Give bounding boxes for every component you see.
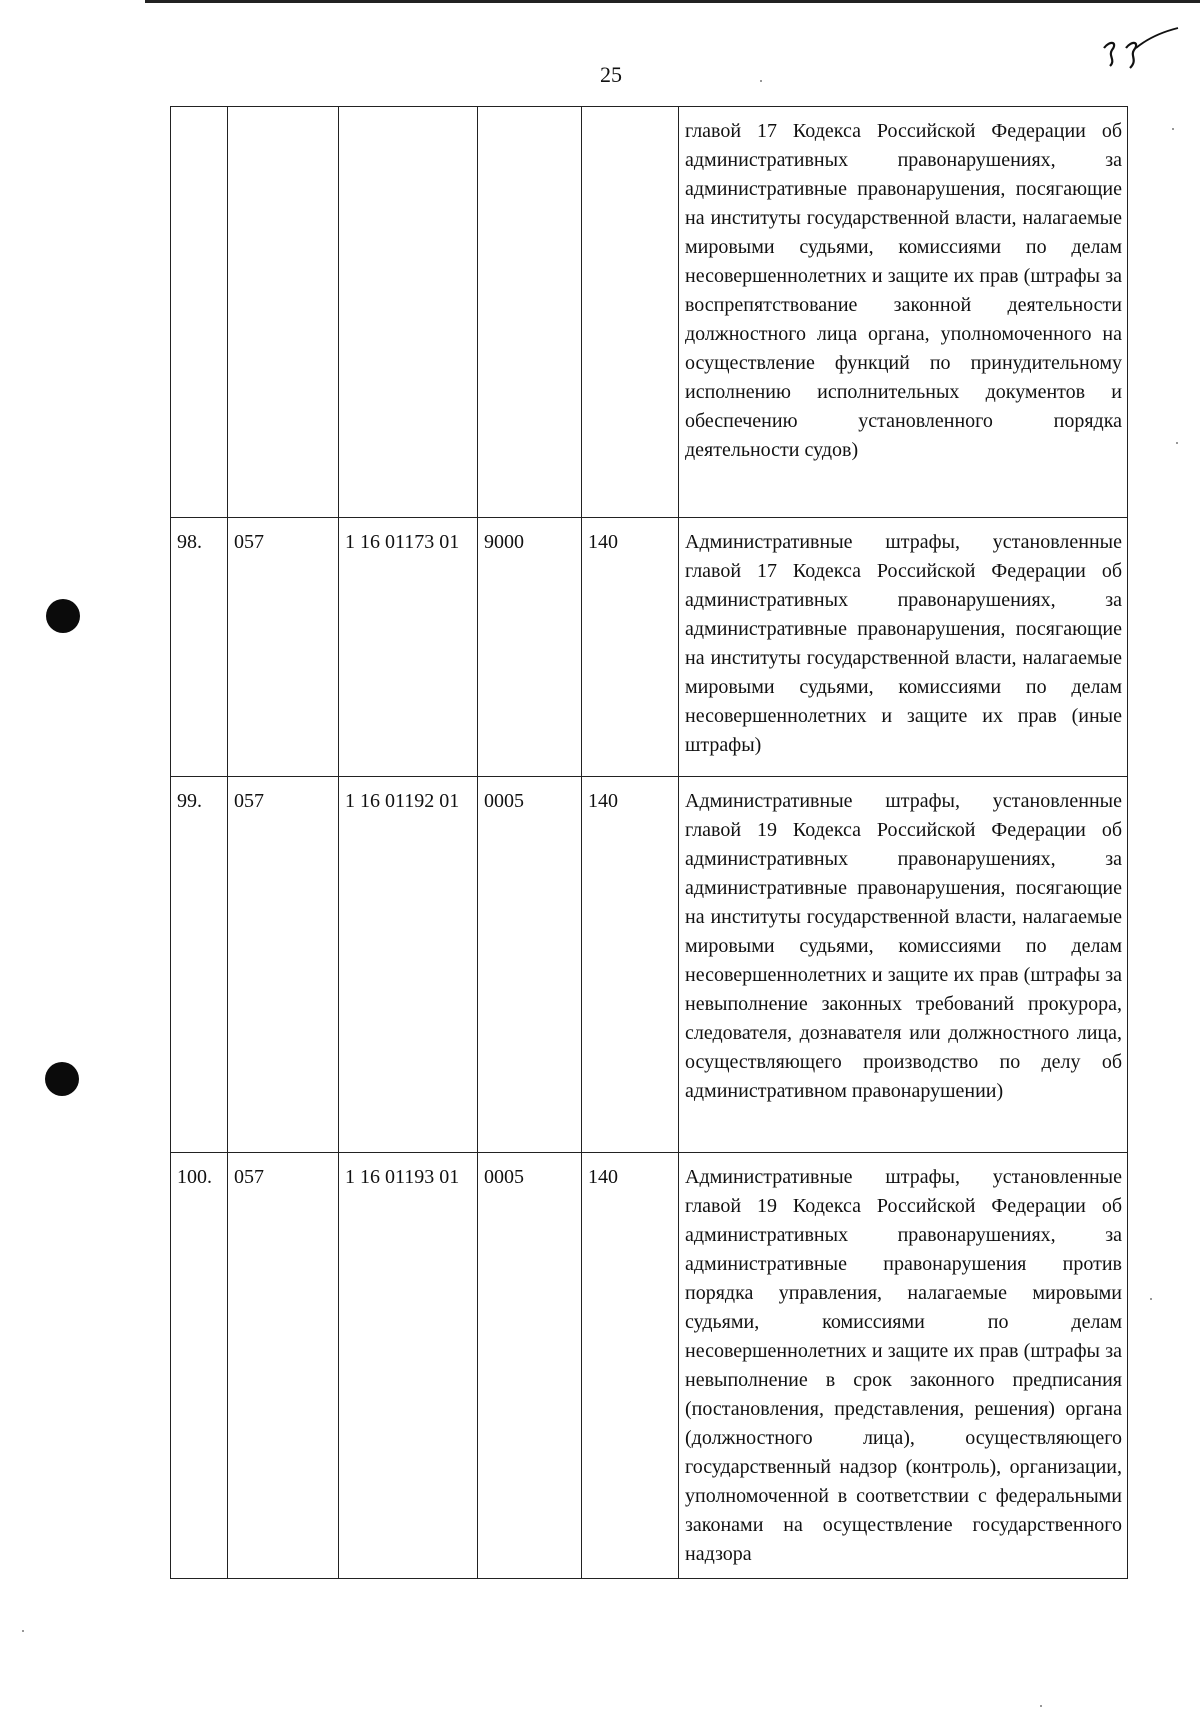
kbk-code — [339, 107, 478, 518]
kosgu-code: 140 — [582, 777, 679, 1153]
kosgu-code: 140 — [582, 518, 679, 777]
row-number — [171, 107, 228, 518]
budget-code-table — [170, 106, 1128, 1579]
page-number: 25 — [600, 62, 622, 87]
punch-hole — [45, 1062, 79, 1096]
income-description: Административные штрафы, установленные главой 17 Кодекса Российской Федерации об административных правонарушениях, за административные правонарушения, посягающие на институты государственной власти, налагаемые мировыми судьями, комиссиями по делам несовершеннолетних и защите их прав (иные штрафы) — [679, 518, 1128, 777]
income-description: Административные штрафы, установленные главой 19 Кодекса Российской Федерации об административных правонарушениях, за административные правонарушения против порядка управления, налагаемые мировыми судьями, комиссиями по делам несовершеннолетних и защите их прав (штрафы за невыполнение в срок законного предписания (постановления, представления, решения) органа (должностного лица), осуществляющего государственный надзор (контроль), организации, уполномоченной в соответствии с федеральными законами на осуществление государственного надзора — [679, 1153, 1128, 1579]
kbk-code: 1 16 01193 01 — [339, 1153, 478, 1579]
admin-code: 057 — [228, 1153, 339, 1579]
subcode: 0005 — [478, 777, 582, 1153]
table-row — [171, 1153, 1128, 1579]
row-number: 98. — [171, 518, 228, 777]
kbk-code: 1 16 01192 01 — [339, 777, 478, 1153]
income-description: Административные штрафы, установленные главой 19 Кодекса Российской Федерации об административных правонарушениях, за административные правонарушения, посягающие на институты государственной власти, налагаемые мировыми судьями, комиссиями по делам несовершеннолетних и защите их прав (штрафы за невыполнение законных требований прокурора, следователя, дознавателя или должностного лица, осуществляющего производство по делу об административном правонарушении) — [679, 777, 1128, 1153]
row-number: 99. — [171, 777, 228, 1153]
subcode: 0005 — [478, 1153, 582, 1579]
admin-code: 057 — [228, 777, 339, 1153]
table-row — [171, 777, 1128, 1153]
admin-code — [228, 107, 339, 518]
kosgu-code — [582, 107, 679, 518]
subcode — [478, 107, 582, 518]
subcode: 9000 — [478, 518, 582, 777]
income-description: главой 17 Кодекса Российской Федерации об административных правонарушениях, за административные правонарушения, посягающие на институты государственной власти, налагаемые мировыми судьями, комиссиями по делам несовершеннолетних и защите их прав (штрафы за воспрепятствование законной деятельности должностного лица органа, уполномоченного на осуществление функций по принудительному исполнению исполнительных документов и обеспечению установленного порядка деятельности судов) — [679, 107, 1128, 518]
handwritten-page-mark — [1100, 26, 1180, 74]
admin-code: 057 — [228, 518, 339, 777]
table-row — [171, 107, 1128, 518]
top-scan-edge — [145, 0, 1200, 3]
kbk-code: 1 16 01173 01 — [339, 518, 478, 777]
kosgu-code: 140 — [582, 1153, 679, 1579]
punch-hole — [46, 599, 80, 633]
table-row — [171, 518, 1128, 777]
row-number: 100. — [171, 1153, 228, 1579]
